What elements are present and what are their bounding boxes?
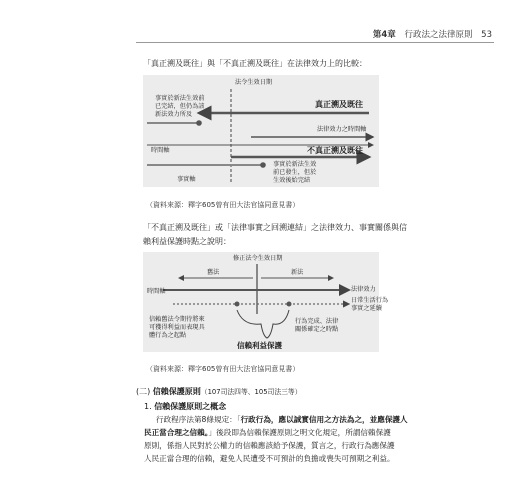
- trust-start-label-2: 可獲得利益而表現具: [149, 324, 205, 331]
- page-number: 53: [481, 30, 492, 40]
- time-axis-label: 時間軸: [151, 147, 170, 154]
- effective-date-label: 法令生效日期: [235, 79, 273, 86]
- subsection-number: 1.: [144, 402, 152, 411]
- trust-brace: [237, 310, 289, 338]
- p1-bold-text: 行政行為，應以誠實信用之方法為之，並應保護人: [240, 415, 408, 424]
- section-note: （107司法四等、105司法三等）: [200, 388, 302, 396]
- trust-start-label-3: 體行為之起點: [149, 332, 187, 339]
- subsection-title: 信賴保護原則之概念: [154, 402, 227, 411]
- completion-dot: [287, 302, 292, 307]
- p2-bold-text: 民正當合理之信賴。: [144, 428, 209, 437]
- trust-start-label-1: 信賴舊法令期待將來: [149, 316, 205, 323]
- facts-before-label-3: 新法效力所及: [155, 111, 193, 118]
- facts-ongoing-label-1: 事實於新法生效: [273, 161, 317, 168]
- daily-life-label-2: 事實之延續: [351, 305, 382, 312]
- section-number: (二): [136, 387, 151, 396]
- facts-ongoing-label-3: 生效後始完結: [273, 177, 311, 184]
- page-header: [0, 28, 492, 40]
- header-rule: [136, 42, 494, 43]
- source-note-2: （資料來源：釋字605曾有田大法官協同意見書）: [146, 365, 300, 373]
- facts-before-label-2: 已完結，但仍為該: [155, 103, 205, 110]
- trust-interest-label: 信賴利益保護: [237, 341, 282, 350]
- section-heading: [136, 386, 302, 397]
- ongoing-fact-dot: [260, 162, 266, 168]
- paragraph-line-3: 原則，係指人民對於公權力的信賴應該給予保護，質言之，行政行為應保護: [144, 441, 395, 450]
- subsection-heading: [144, 401, 226, 412]
- section2-caption-line2: 賴利益保護時點之說明：: [143, 237, 231, 246]
- revision-date-label: 修正法令生效日期: [233, 255, 283, 262]
- fact-axis-label: 事實軸: [177, 176, 196, 183]
- completion-label-1: 行為完成、法律: [295, 318, 339, 325]
- facts-ongoing-label-2: 前已發生，但於: [273, 169, 317, 176]
- paragraph-line-1: [156, 414, 408, 427]
- chapter-title: 行政法之法律原則: [404, 30, 473, 40]
- completion-label-2: 關係確定之時點: [295, 326, 339, 333]
- diagram-true-vs-not-true-retroactivity: [143, 75, 379, 187]
- trust-start-dot: [235, 302, 240, 307]
- section-title: 信賴保護原則: [152, 387, 201, 396]
- old-law-label: 舊法: [207, 269, 220, 276]
- chapter-label: 第4章: [372, 30, 396, 40]
- new-law-label: 新法: [291, 269, 304, 276]
- not-true-retro-label: 不真正溯及既往: [307, 146, 363, 155]
- p1-text: 行政程序法第8條規定：「: [156, 415, 241, 424]
- diagram-trust-protection-timing: [143, 252, 389, 352]
- paragraph-line-4: 人民正當合理的信賴，避免人民遭受不可預計的負擔或喪失可預期之利益。: [144, 454, 395, 463]
- true-retro-label: 真正溯及既往: [315, 100, 363, 109]
- source-note-1: （資料來源：釋字605曾有田大法官協同意見書）: [146, 201, 300, 209]
- facts-before-label-1: 事實於新法生效前: [155, 95, 205, 102]
- paragraph-line-2: [144, 427, 391, 440]
- p2-text: 」後段即為信賴保護原則之明文化規定，所謂信賴保護: [208, 428, 391, 437]
- section2-caption-line1: 「不真正溯及既往」或「法律事實之回溯連結」之法律效力、事實關係與信: [143, 223, 407, 232]
- law-effect-label: 法律效力: [351, 286, 376, 293]
- time-axis-label-2: 時間軸: [147, 288, 166, 295]
- completed-fact-dot: [196, 120, 202, 126]
- law-timeline-label: 法律效力之時間軸: [317, 126, 367, 133]
- section1-caption: 「真正溯及既往」與「不真正溯及既往」在法律效力上的比較：: [143, 59, 367, 68]
- daily-life-label-1: 日常生活行為: [351, 297, 389, 304]
